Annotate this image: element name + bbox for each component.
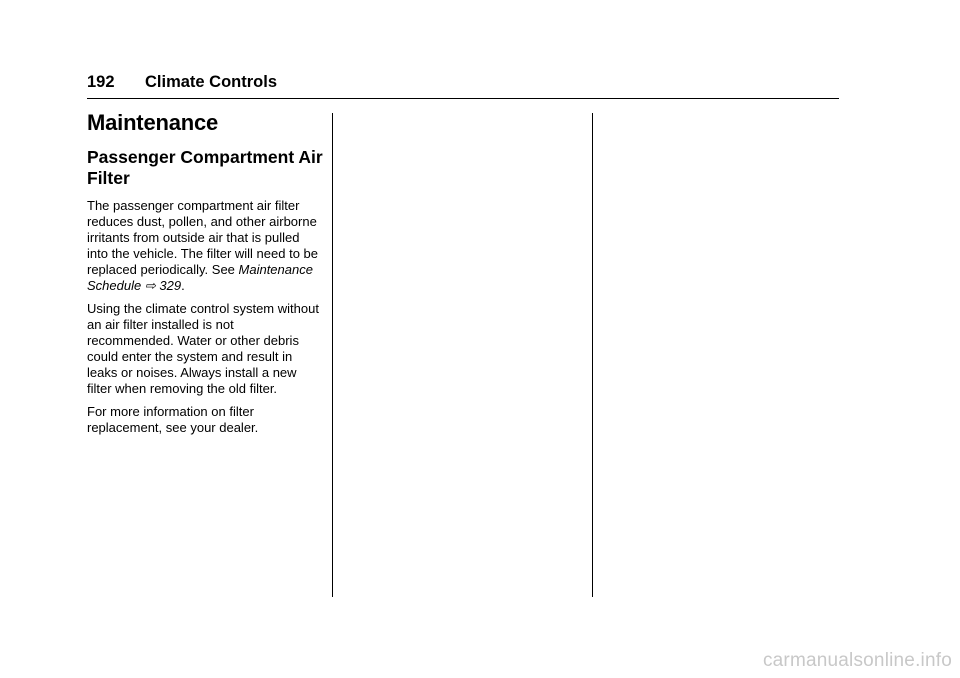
paragraph-dealer-info: For more information on filter replacement, see your dealer.	[87, 404, 259, 435]
paragraph-end: .	[181, 278, 185, 293]
arrow-right-icon: ⇨	[144, 278, 156, 293]
text-column	[87, 108, 323, 436]
page-header	[87, 72, 839, 99]
paragraph-warning: Using the climate control system without an air filter installed is not recommended. Water or other debris could enter the system and result in leaks or noises. Always install a new filter when removing the old filter.	[87, 301, 319, 396]
section-title: Maintenance	[87, 110, 219, 135]
page-number: 192	[87, 73, 115, 91]
link-label: Maintenance Schedule	[87, 262, 313, 293]
column-divider-right	[592, 113, 593, 597]
watermark: carmanualsonline.info	[762, 650, 952, 671]
subsection-title: Passenger Compartment Air Filter	[87, 147, 323, 188]
link-page-number: 329	[159, 278, 182, 293]
paragraph-text: The passenger compartment air filter reduces dust, pollen, and other airborne irritants from outside air that is pulled into the vehicle. The filter will need to be replaced periodically. See	[87, 198, 319, 277]
chapter-title: Climate Controls	[145, 73, 278, 91]
paragraph-filter-description	[87, 198, 323, 294]
column-divider-left	[332, 113, 333, 597]
